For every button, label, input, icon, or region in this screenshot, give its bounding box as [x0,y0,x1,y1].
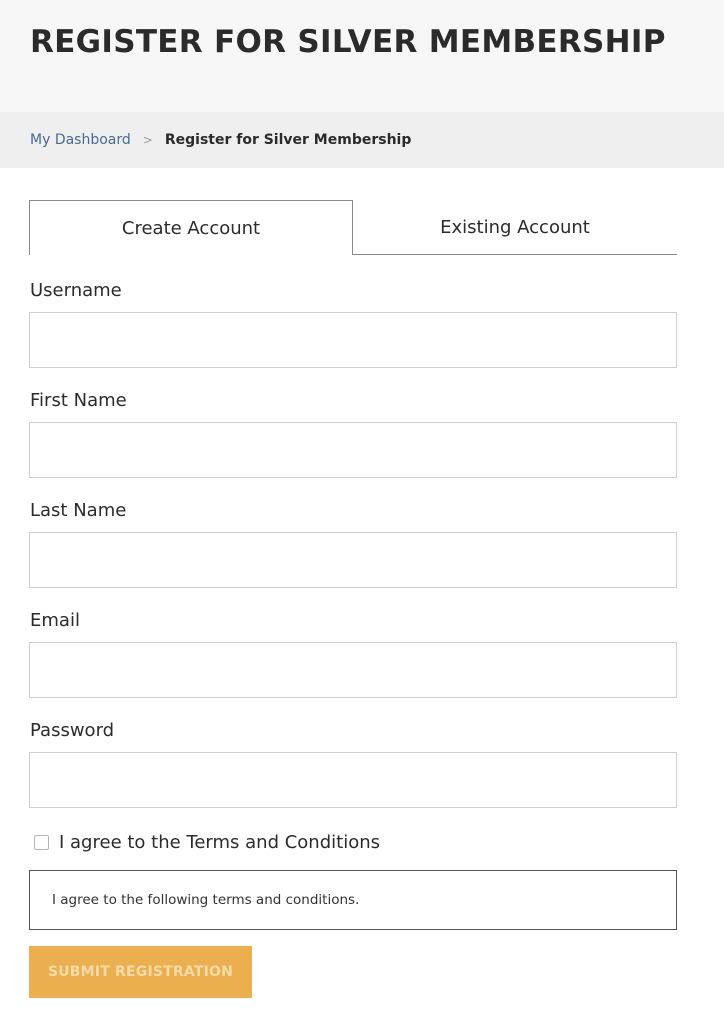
password-label: Password [30,720,115,741]
submit-registration-button[interactable]: SUBMIT REGISTRATION [29,946,252,998]
page-header [0,0,724,112]
last-name-label: Last Name [30,500,127,521]
tabs-divider [353,254,677,255]
breadcrumb-separator: > [142,133,153,147]
account-tabs [29,200,677,255]
breadcrumb-link-dashboard[interactable]: My Dashboard [30,132,131,148]
email-input[interactable] [29,642,677,698]
terms-checkbox[interactable] [34,835,49,850]
last-name-input[interactable] [29,532,677,588]
page-title: REGISTER FOR SILVER MEMBERSHIP [30,24,666,60]
first-name-input[interactable] [29,422,677,478]
email-label: Email [30,610,80,631]
breadcrumb-current: Register for Silver Membership [164,132,412,148]
tab-existing-account[interactable]: Existing Account [353,200,677,254]
first-name-label: First Name [30,390,127,411]
breadcrumb [0,112,724,168]
username-label: Username [30,280,122,301]
username-input[interactable] [29,312,677,368]
terms-agree-row [34,829,380,855]
tab-create-account[interactable]: Create Account [29,200,353,255]
password-input[interactable] [29,752,677,808]
terms-agree-label[interactable]: I agree to the Terms and Conditions [59,831,381,853]
terms-text: I agree to the following terms and conditions. [52,892,360,908]
terms-text-box [29,870,677,930]
